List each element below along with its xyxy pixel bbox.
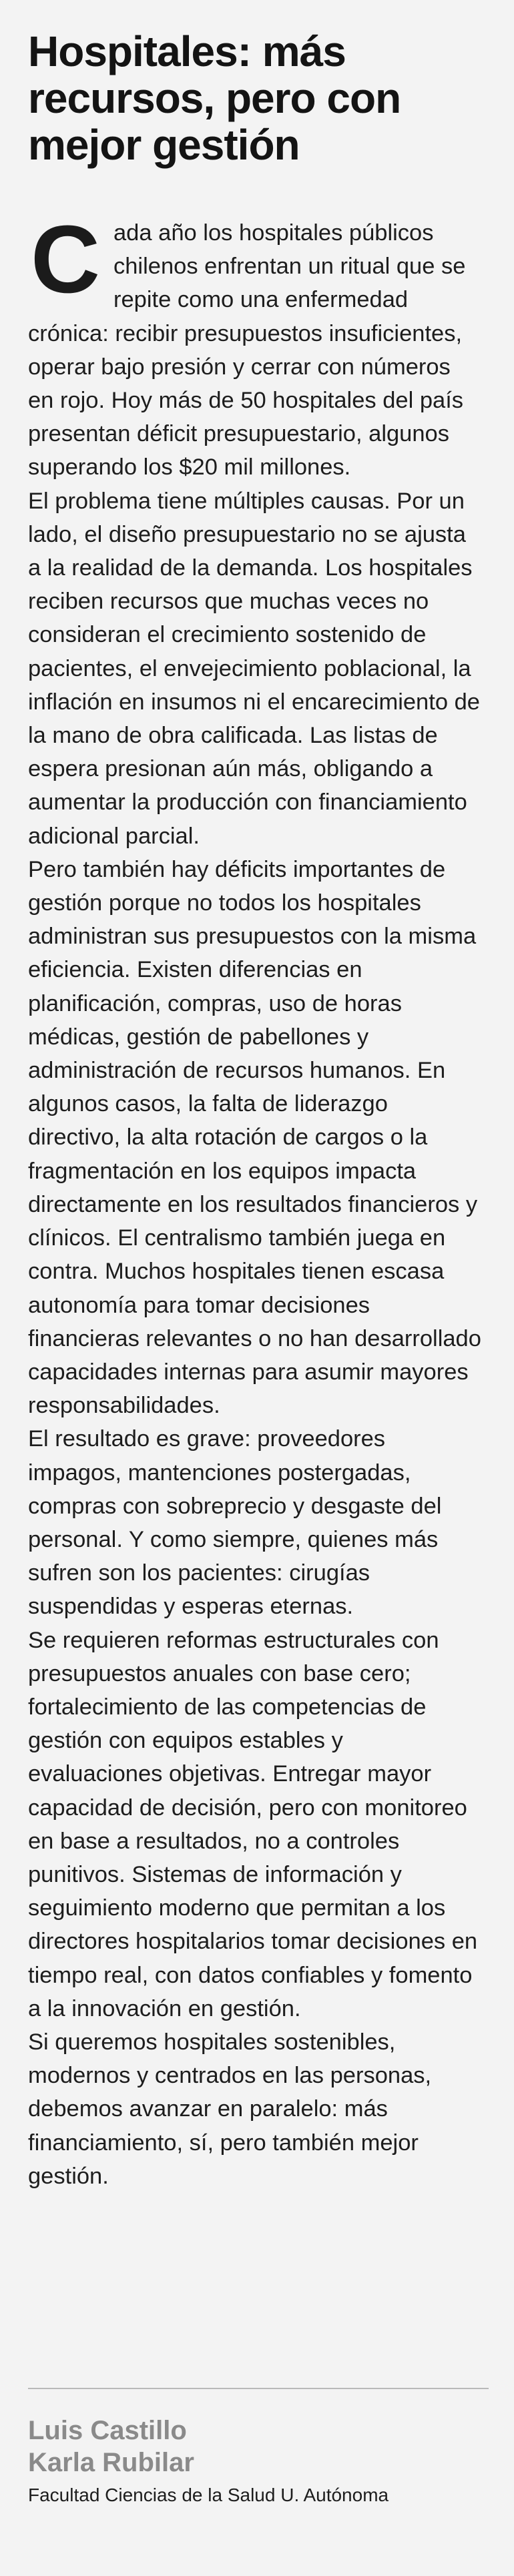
- article-paragraph-4: El resultado es grave: proveedores impagos, mantenciones postergadas, compras con sobreprecio y desgaste del personal. Y como siempre, quienes más sufren son los pacientes: cirugías suspendidas y esperas eternas.: [28, 1426, 442, 1620]
- dropcap-letter-text: C: [31, 223, 100, 298]
- signature-divider: [28, 2388, 489, 2389]
- article-paragraph-2: El problema tiene múltiples causas. Por un lado, el diseño presupuestario no se ajusta a la realidad de la demanda. Los hospitales reciben recursos que muchas veces no consideran el crecimiento sostenido de pacientes, el envejecimiento poblacional, la inflación en insumos ni el encarecimiento de la mano de obra calificada. Las listas de espera presionan aún más, obligando a aumentar la producción con financiamiento adicional parcial.: [28, 488, 480, 849]
- author-affiliation: Facultad Ciencias de la Salud U. Autónoma: [28, 2485, 389, 2505]
- article-paragraph-3: Pero también hay déficits importantes de gestión porque no todos los hospitales administran sus presupuestos con la misma eficiencia. Existen diferencias en planificación, compras, uso de horas médicas, gestión de pabellones y administración de recursos humanos. En algunos casos, la falta de liderazgo directivo, la alta rotación de cargos o la fragmentación en los equipos impacta directamente en los resultados financieros y clínicos. El centralismo también juega en contra. Muchos hospitales tienen escasa autonomía para tomar decisiones financieras relevantes o no han desarrollado capacidades internas para asumir mayores responsabilidades.: [28, 856, 481, 1419]
- signature-block: [28, 2414, 486, 2505]
- article-headline: Hospitales: más recursos, pero con mejor gestión: [28, 27, 401, 169]
- article-paragraph-6: Si queremos hospitales sostenibles, modernos y centrados en las personas, debemos avanzar en paralelo: más financiamiento, sí, pero también mejor gestión.: [28, 2029, 432, 2189]
- author-name-1: Luis Castillo: [28, 2416, 187, 2445]
- article-paragraph-1-text: ada año los hospitales públicos chilenos enfrentan un ritual que se repite como una enfermedad crónica: recibir presupuestos insuficientes, operar bajo presión y cerrar con números en rojo. Hoy más de 50 hospitales del país presentan déficit presupuestario, algunos superando los $20 mil millones.: [28, 220, 466, 480]
- dropcap-letter: [28, 223, 103, 298]
- article-paragraph-1: [28, 216, 482, 485]
- author-name-2: Karla Rubilar: [28, 2448, 194, 2477]
- article-body: [28, 216, 482, 2193]
- article-paragraph-5: Se requieren reformas estructurales con presupuestos anuales con base cero; fortalecimiento de las competencias de gestión con equipos estables y evaluaciones objetivas. Entregar mayor capacidad de decisión, pero con monitoreo en base a resultados, no a controles punitivos. Sistemas de información y seguimiento moderno que permitan a los directores hospitalarios tomar decisiones en tiempo real, con datos confiables y fomento a la innovación en gestión.: [28, 1627, 478, 2021]
- dropcap-letter-glyph: [28, 223, 103, 298]
